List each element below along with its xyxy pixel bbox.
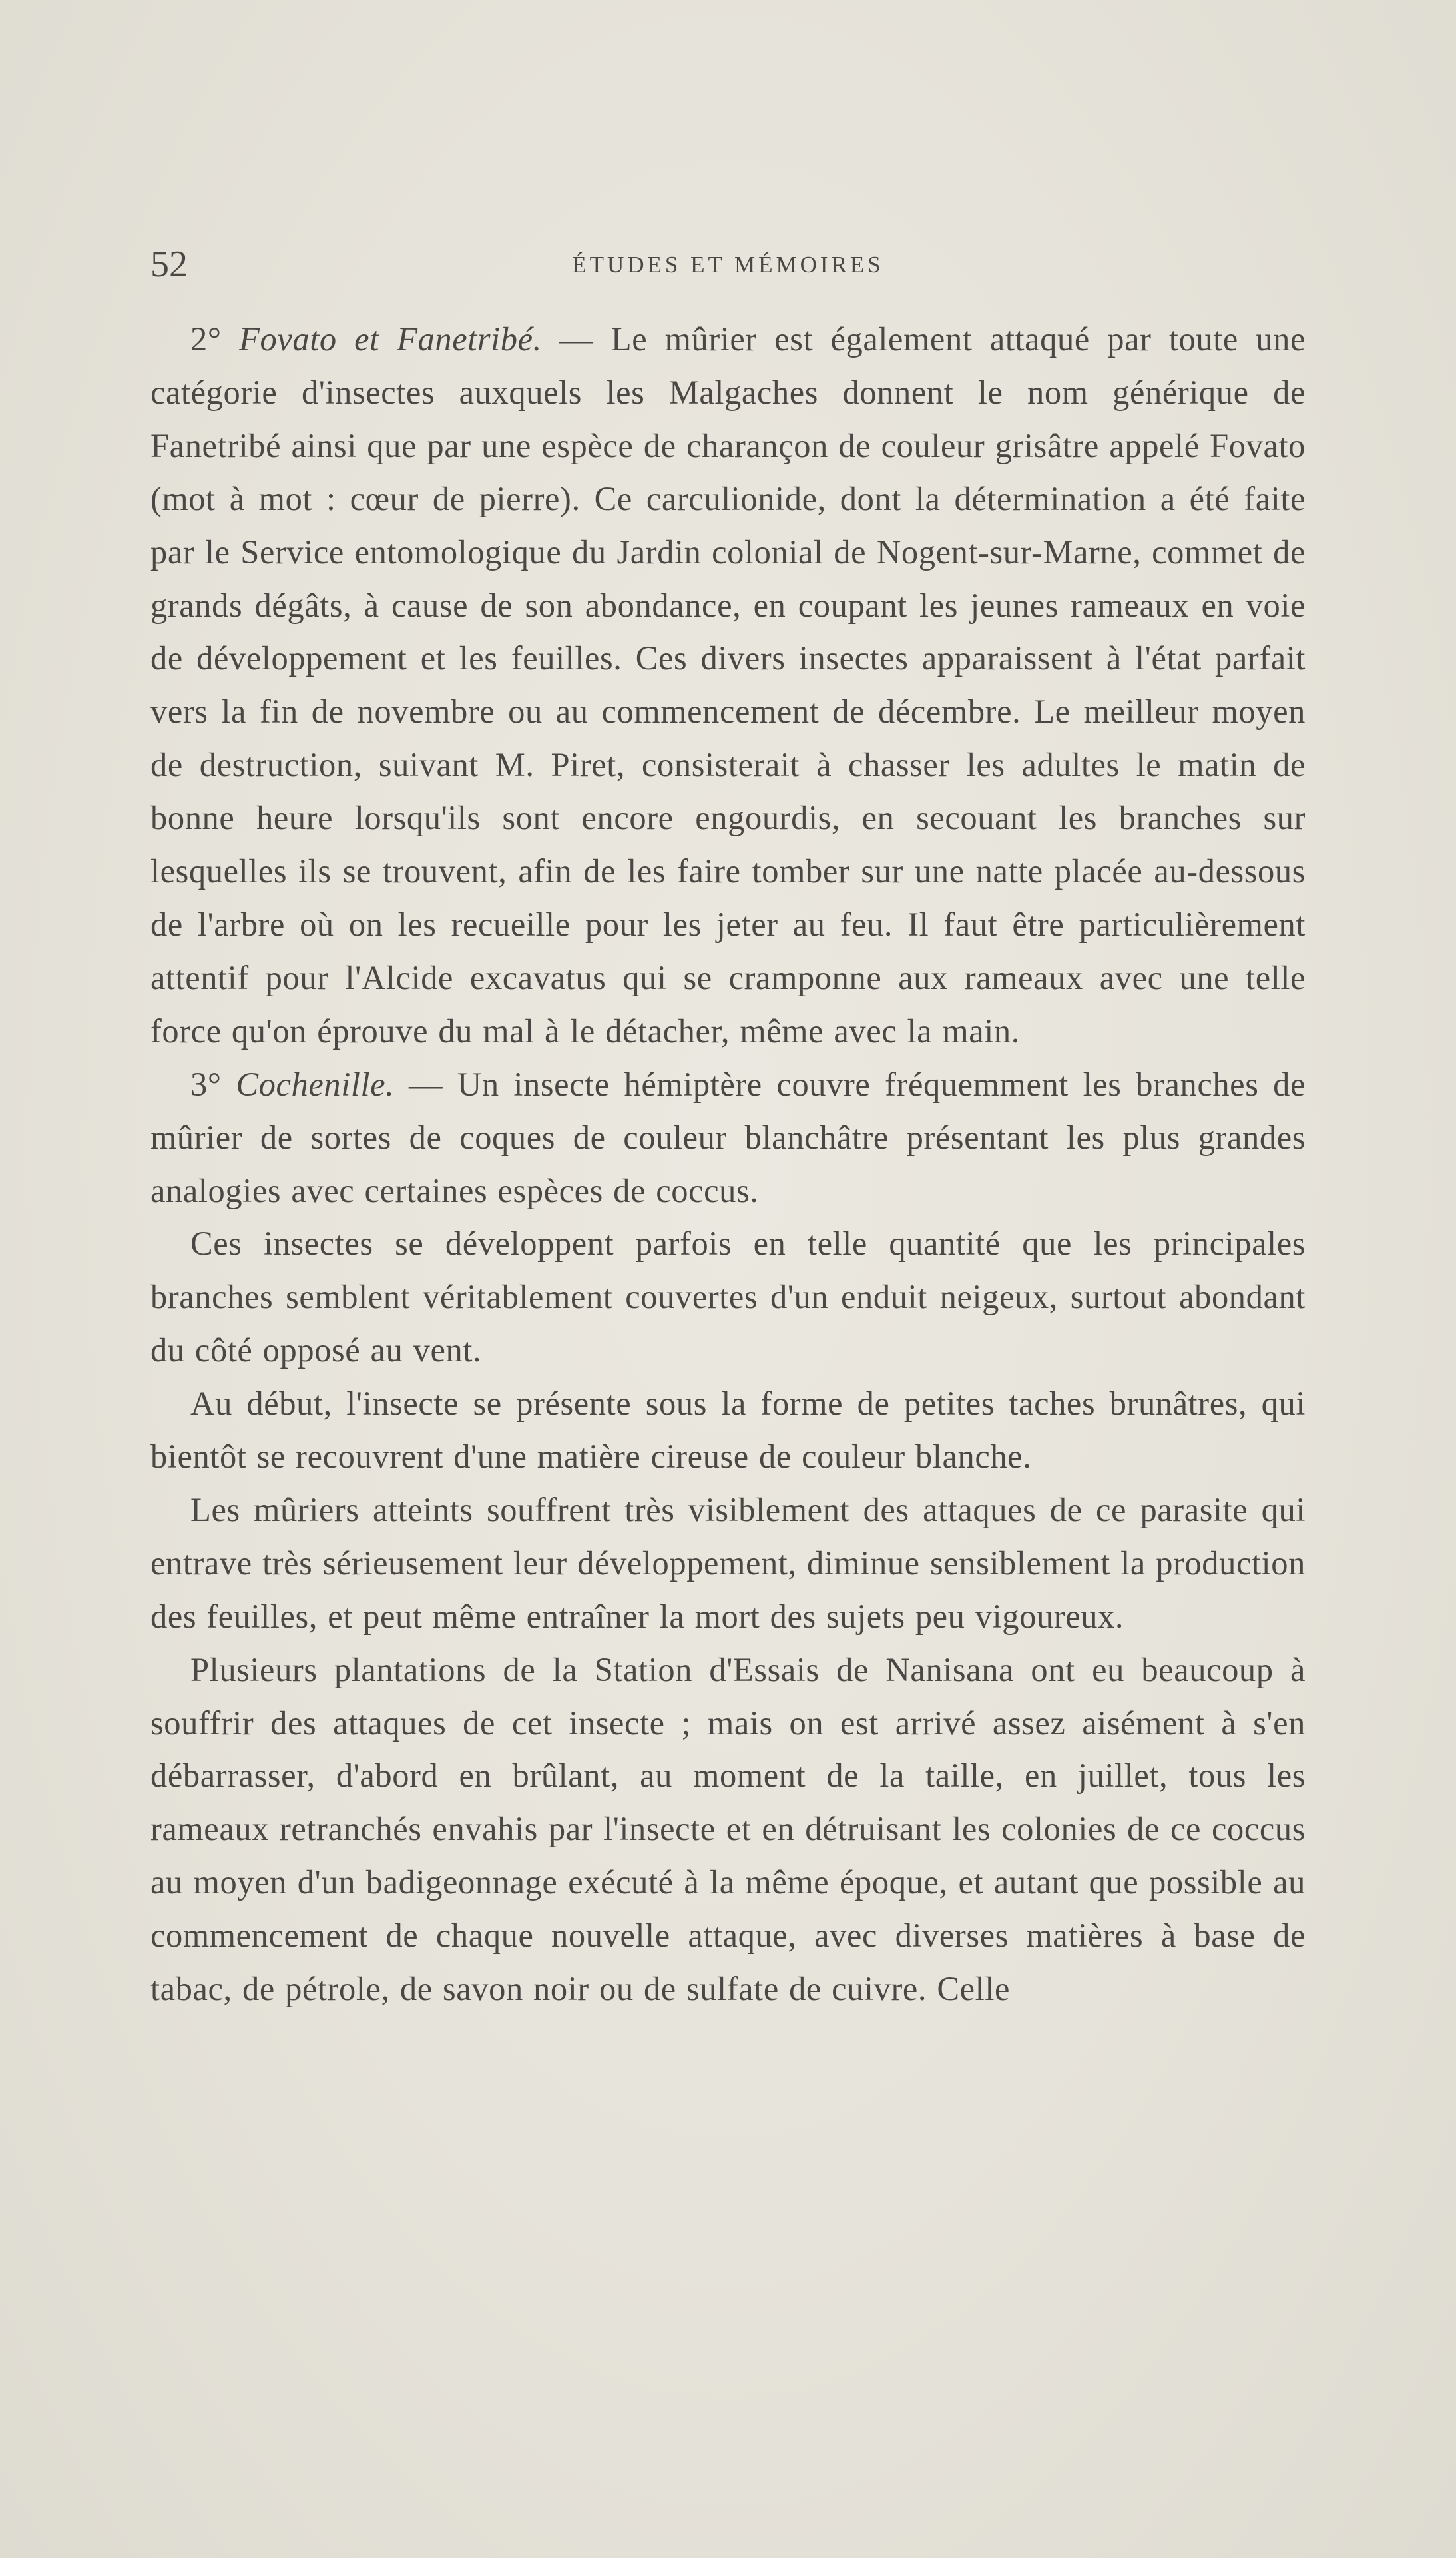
paragraph-debut: [150, 1377, 1306, 1484]
section-title: Cochenille.: [236, 1065, 395, 1103]
running-title: ÉTUDES ET MÉMOIRES: [572, 252, 884, 278]
paragraph-text: Plusieurs plantations de la Station d'Essais de Nanisana ont eu beaucoup à souffrir des attaques de cet insecte ; mais on est arrivé assez aisément à s'en débarrasser, d'abord en brûlant, au moment de la taille, en juillet, tous les rameaux retranchés envahis par l'insecte et en détruisant les colonies de ce coccus au moyen d'un badigeonnage exécuté à la même époque, et autant que possible au commencement de chaque nouvelle attaque, avec diverses matières à base de tabac, de pétrole, de savon noir ou de sulfate de cuivre. Celle: [150, 1650, 1306, 2008]
paragraph-nanisana: [150, 1644, 1306, 2016]
paragraph-cochenille: [150, 1058, 1306, 1218]
section-number: 2°: [190, 320, 240, 358]
body-text: [150, 313, 1306, 2016]
paragraph-text: Les mûriers atteints souffrent très visiblement des attaques de ce parasite qui entrave très sérieusement leur développement, diminue sensiblement la production des feuilles, et peut même entraîner la mort des sujets peu vigoureux.: [150, 1490, 1306, 1635]
paragraph-text: — Le mûrier est également attaqué par toute une catégorie d'insectes auxquels les Malgaches donnent le nom générique de Fanetribé ainsi que par une espèce de charançon de couleur grisâtre appelé Fovato (mot à mot : cœur de pierre). Ce carculionide, dont la détermination a été faite par le Service entomologique du Jardin colonial de Nogent-sur-Marne, commet de grands dégâts, à cause de son abondance, en coupant les jeunes rameaux en voie de développement et les feuilles. Ces divers insectes apparaissent à l'état parfait vers la fin de novembre ou au commencement de décembre. Le meilleur moyen de destruction, suivant M. Piret, consisterait à chasser les adultes le matin de bonne heure lorsqu'ils sont encore engourdis, en secouant les branches sur lesquelles ils se trouvent, afin de les faire tomber sur une natte placée au-dessous de l'arbre où on les recueille pour les jeter au feu. Il faut être particulièrement attentif pour l'Alcide excavatus qui se cramponne aux rameaux avec une telle force qu'on éprouve du mal à le détacher, même avec la main.: [150, 320, 1306, 1050]
paragraph-text: Au début, l'insecte se présente sous la forme de petites taches brunâtres, qui bientôt se recouvrent d'une matière cireuse de couleur blanche.: [150, 1385, 1306, 1476]
page-number: 52: [150, 244, 188, 285]
paragraph-text: — Un insecte hémiptère couvre fréquemment les branches de mûrier de sortes de coques de couleur blanchâtre présentant les plus grandes analogies avec certaines espèces de coccus.: [150, 1065, 1306, 1209]
section-number: 3°: [190, 1065, 236, 1103]
paragraph-murier-atteints: [150, 1484, 1306, 1644]
paragraph-development: [150, 1217, 1306, 1377]
section-title: Fovato et Fanetribé.: [239, 320, 542, 358]
paragraph-fovato: [150, 313, 1306, 1058]
paragraph-text: Ces insectes se développent parfois en telle quantité que les principales branches semblent véritablement couvertes d'un enduit neigeux, surtout abondant du côté opposé au vent.: [150, 1225, 1306, 1369]
page-header: [150, 241, 1306, 288]
